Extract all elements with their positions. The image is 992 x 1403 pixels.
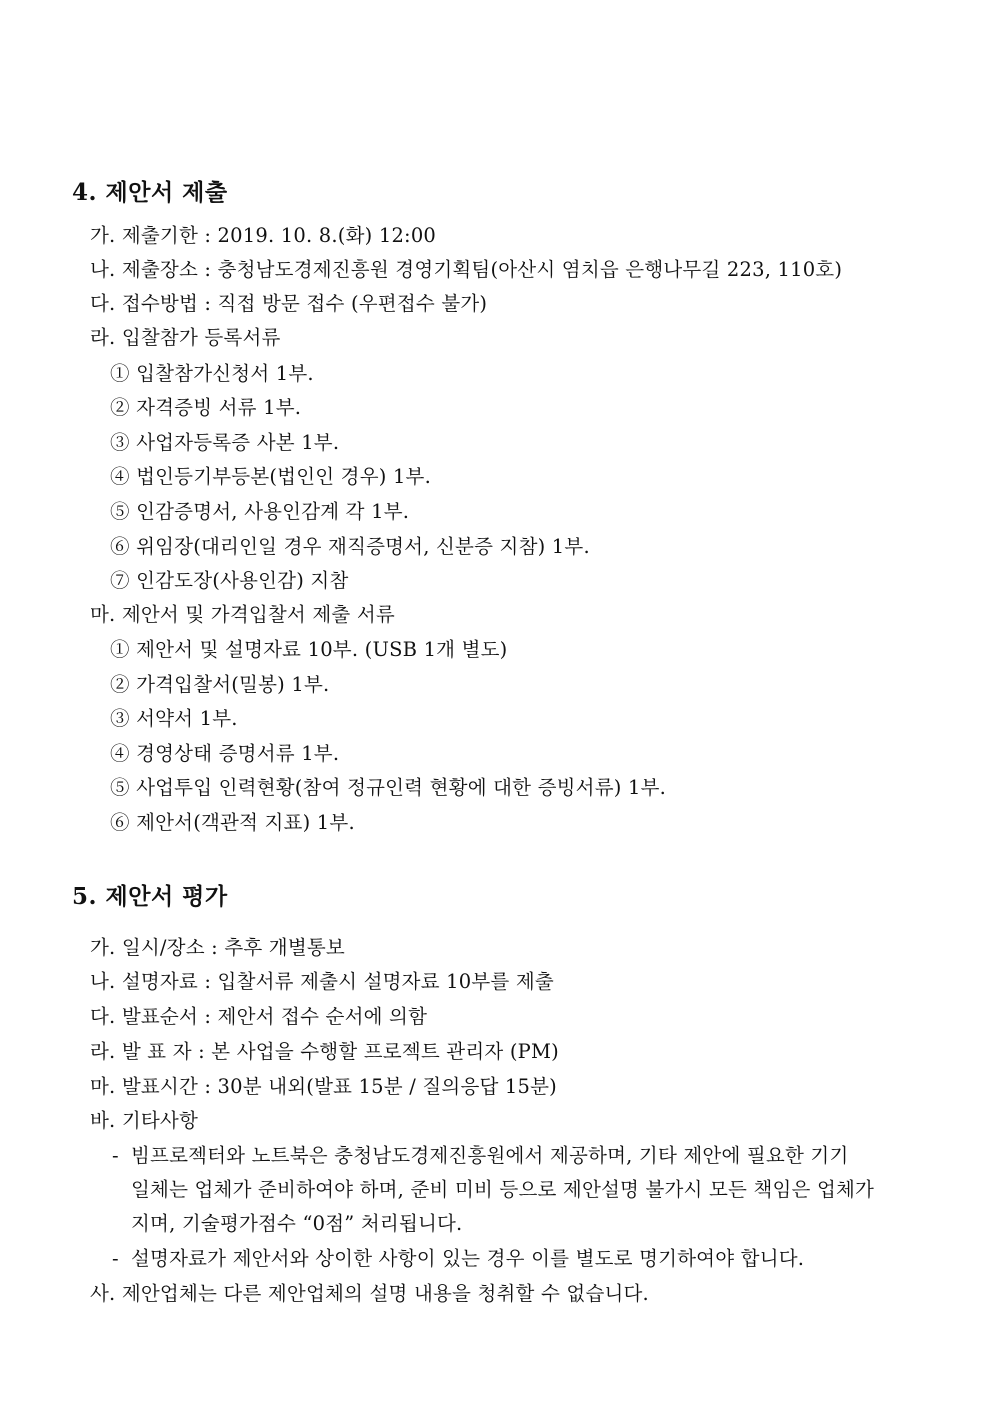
submission-doc-item: ⑤ 사업투입 인력현황(참여 정규인력 현황에 대한 증빙서류) 1부. [110, 776, 666, 799]
registration-docs-title: 라. 입찰참가 등록서류 [90, 326, 281, 349]
submission-doc-item: ② 가격입찰서(밀봉) 1부. [110, 673, 330, 696]
registration-doc-item: ⑤ 인감증명서, 사용인감계 각 1부. [110, 500, 410, 523]
submission-doc-item: ④ 경영상태 증명서류 1부. [110, 742, 340, 765]
note-bullet: - [112, 1247, 119, 1270]
registration-doc-item: ④ 법인등기부등본(법인인 경우) 1부. [110, 465, 431, 488]
note-line: 지며, 기술평가점수 “0점” 처리됩니다. [131, 1212, 463, 1235]
section-4-heading: 4. 제안서 제출 [72, 179, 228, 206]
note-line: 일체는 업체가 준비하여야 하며, 준비 미비 등으로 제안설명 불가시 모든 책임은 업체가 [131, 1178, 875, 1201]
note-line: 설명자료가 제안서와 상이한 사항이 있는 경우 이를 별도로 명기하여야 합니다. [131, 1247, 805, 1270]
order-item: 다. 발표순서 : 제안서 접수 순서에 의함 [90, 1005, 428, 1028]
registration-doc-item: ② 자격증빙 서류 1부. [110, 396, 302, 419]
duration-item: 마. 발표시간 : 30분 내외(발표 15분 / 질의응답 15분) [90, 1075, 557, 1098]
registration-doc-item: ① 입찰참가신청서 1부. [110, 362, 314, 385]
method-item: 다. 접수방법 : 직접 방문 접수 (우편접수 불가) [90, 292, 488, 315]
schedule-item: 가. 일시/장소 : 추후 개별통보 [90, 936, 345, 959]
note-line: 빔프로젝터와 노트북은 충청남도경제진흥원에서 제공하며, 기타 제안에 필요한 기기 [131, 1144, 849, 1167]
deadline-item: 가. 제출기한 : 2019. 10. 8.(화) 12:00 [90, 224, 437, 247]
submission-doc-item: ③ 서약서 1부. [110, 707, 238, 730]
registration-doc-item: ⑥ 위임장(대리인일 경우 재직증명서, 신분증 지참) 1부. [110, 535, 590, 558]
presenter-item: 라. 발 표 자 : 본 사업을 수행할 프로젝트 관리자 (PM) [90, 1040, 559, 1063]
location-item: 나. 제출장소 : 충청남도경제진흥원 경영기획팀(아산시 염치읍 은행나무길 223, 110호) [90, 258, 843, 281]
final-item: 사. 제안업체는 다른 제안업체의 설명 내용을 청취할 수 없습니다. [90, 1282, 649, 1305]
submission-docs-title: 마. 제안서 및 가격입찰서 제출 서류 [90, 603, 395, 626]
section-5-heading: 5. 제안서 평가 [72, 883, 228, 910]
other-notes-title: 바. 기타사항 [90, 1109, 198, 1132]
note-bullet: - [112, 1144, 119, 1167]
registration-doc-item: ③ 사업자등록증 사본 1부. [110, 431, 340, 454]
submission-doc-item: ⑥ 제안서(객관적 지표) 1부. [110, 811, 355, 834]
registration-doc-item: ⑦ 인감도장(사용인감) 지참 [110, 569, 349, 592]
materials-item: 나. 설명자료 : 입찰서류 제출시 설명자료 10부를 제출 [90, 970, 554, 993]
submission-doc-item: ① 제안서 및 설명자료 10부. (USB 1개 별도) [110, 638, 508, 661]
